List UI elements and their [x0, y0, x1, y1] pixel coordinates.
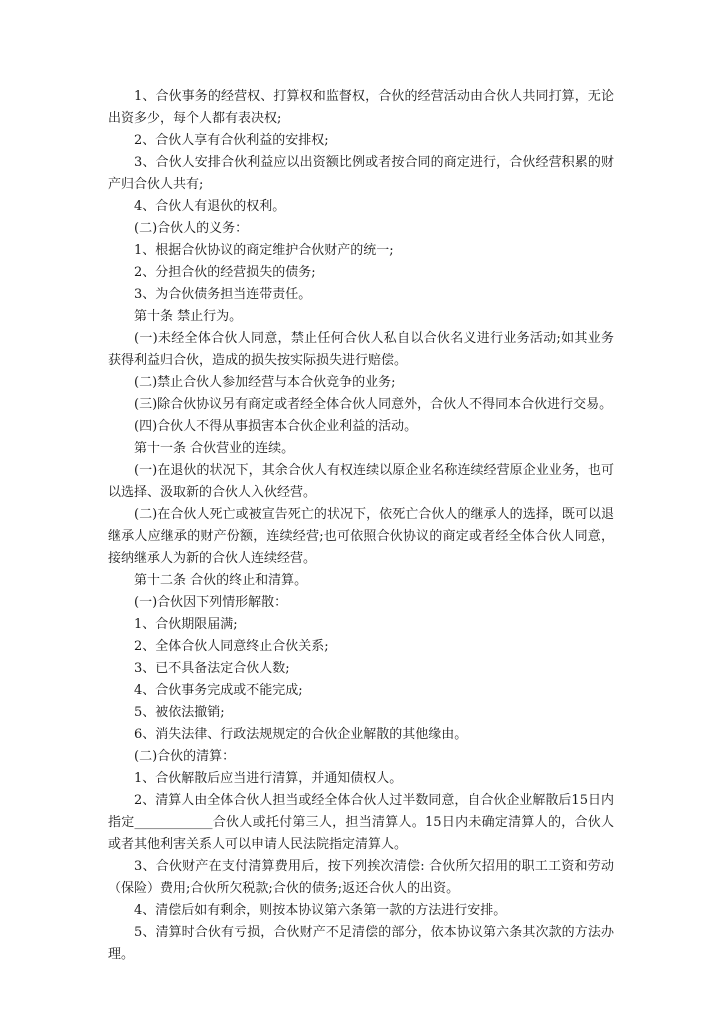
paragraph: (二)合伙人的义务：	[134, 221, 249, 236]
paragraph: 2、全体合伙人同意终止合伙关系;	[134, 639, 329, 654]
paragraph: 4、合伙事务完成或不能完成;	[134, 683, 303, 698]
paragraph: 1、根据合伙协议的商定维护合伙财产的统一;	[134, 243, 394, 258]
paragraph: 第十一条 合伙营业的连续。	[134, 441, 295, 456]
paragraph: 3、合伙财产在支付清算费用后，按下列挨次清偿: 合伙所欠招用的职工工资和劳动（保险）费用;合伙所欠税款;合伙的债务;返还合伙人的出资。	[108, 859, 614, 896]
paragraph: 4、清偿后如有剩余，则按本协议第六条第一款的方法进行安排。	[134, 903, 507, 918]
paragraph: 3、已不具备法定合伙人数;	[134, 661, 290, 676]
paragraph: (一)合伙因下列情形解散：	[134, 595, 288, 610]
paragraph: 3、为合伙债务担当连带责任。	[134, 287, 312, 302]
paragraph: 1、合伙事务的经营权、打算权和监督权，合伙的经营活动由合伙人共同打算，无论出资多少，每个人都有表决权;	[108, 89, 614, 126]
paragraph: (四)合伙人不得从事损害本合伙企业利益的活动。	[134, 419, 418, 434]
paragraph: 5、被依法撤销;	[134, 705, 225, 720]
paragraph: 3、合伙人安排合伙利益应以出资额比例或者按合同的商定进行，合伙经营积累的财产归合伙人共有;	[108, 155, 614, 192]
paragraph: 6、消失法律、行政法规规定的合伙企业解散的其他缘由。	[134, 727, 468, 742]
paragraph: (二)禁止合伙人参加经营与本合伙竞争的业务;	[134, 375, 396, 390]
paragraph: 第十二条 合伙的终止和清算。	[134, 573, 308, 588]
paragraph: 第十条 禁止行为。	[134, 309, 243, 324]
paragraph: (一)未经全体合伙人同意，禁止任何合伙人私自以合伙名义进行业务活动;如其业务获得利益归合伙，造成的损失按实际损失进行赔偿。	[108, 331, 614, 368]
paragraph: 4、合伙人有退伙的权利。	[134, 199, 286, 214]
paragraph: (一)在退伙的状况下，其余合伙人有权连续以原企业名称连续经营原企业业务，也可以选择、汲取新的合伙人入伙经营。	[108, 463, 614, 500]
document-body	[108, 86, 614, 966]
paragraph: (二)合伙的清算：	[134, 749, 236, 764]
paragraph: 1、合伙期限届满;	[134, 617, 238, 632]
paragraph: (二)在合伙人死亡或被宣告死亡的状况下，依死亡合伙人的继承人的选择，既可以退继承人应继承的财产份额，连续经营;也可依照合伙协议的商定或者经全体合伙人同意，接纳继承人为新的合伙人连续经营。	[108, 507, 614, 566]
paragraph: 1、合伙解散后应当进行清算，并通知债权人。	[134, 771, 403, 786]
paragraph: (三)除合伙协议另有商定或者经全体合伙人同意外，合伙人不得同本合伙进行交易。	[134, 397, 613, 412]
paragraph: 2、分担合伙的经营损失的债务;	[134, 265, 316, 280]
paragraph: 5、清算时合伙有亏损，合伙财产不足清偿的部分，依本协议第六条其次款的方法办理。	[108, 925, 614, 962]
paragraph: 2、合伙人享有合伙利益的安排权;	[134, 133, 329, 148]
paragraph: 2、清算人由全体合伙人担当或经全体合伙人过半数同意，自合伙企业解散后15日内指定____________合伙人或托付第三人，担当清算人。15日内未确定清算人的，合伙人或者其他利害关系人可以申请人民法院指定清算人。	[108, 793, 614, 852]
